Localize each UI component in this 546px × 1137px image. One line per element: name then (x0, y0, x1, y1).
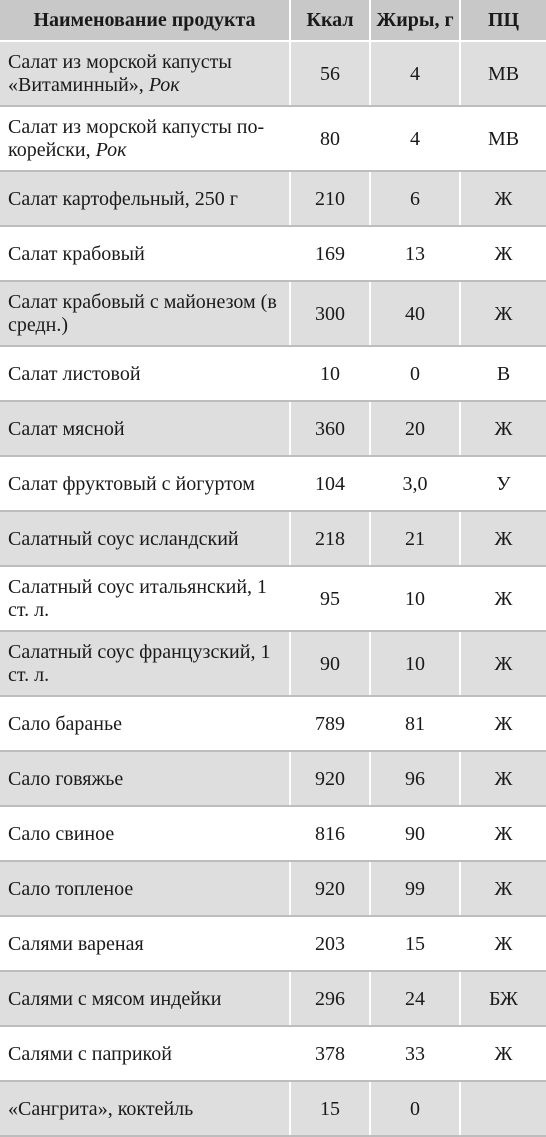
table-row (0, 171, 546, 226)
fat-cell: 21 (370, 511, 460, 566)
fat-cell: 6 (370, 171, 460, 226)
fat-cell: 96 (370, 751, 460, 806)
table-row (0, 41, 546, 106)
kcal-cell: 90 (290, 631, 370, 696)
fat-cell: 20 (370, 401, 460, 456)
table-row (0, 631, 546, 696)
product-name-cell: Салатный соус французский, 1 ст. л. (0, 631, 290, 696)
product-name-cell: Салями с мясом индейки (0, 971, 290, 1026)
product-name-cell: Салат крабовый с майонезом (в средн.) (0, 281, 290, 346)
pc-cell: В (460, 346, 546, 401)
table-row (0, 566, 546, 631)
pc-cell: Ж (460, 916, 546, 971)
fat-cell: 10 (370, 631, 460, 696)
fat-cell: 81 (370, 696, 460, 751)
table-row (0, 751, 546, 806)
kcal-cell: 816 (290, 806, 370, 861)
fat-cell: 3,0 (370, 456, 460, 511)
fat-cell: 13 (370, 226, 460, 281)
fat-cell: 4 (370, 106, 460, 171)
kcal-cell: 203 (290, 916, 370, 971)
fat-cell: 15 (370, 916, 460, 971)
product-name: Салат из морской капусты по-корейски, (8, 116, 265, 161)
pc-cell: МВ (460, 106, 546, 171)
table-row (0, 861, 546, 916)
table-row (0, 456, 546, 511)
header-fat: Жиры, г (370, 0, 460, 41)
kcal-cell: 300 (290, 281, 370, 346)
kcal-cell: 95 (290, 566, 370, 631)
kcal-cell: 378 (290, 1026, 370, 1081)
fat-cell: 33 (370, 1026, 460, 1081)
fat-cell: 40 (370, 281, 460, 346)
kcal-cell: 789 (290, 696, 370, 751)
product-name-cell: Сало баранье (0, 696, 290, 751)
kcal-cell: 10 (290, 346, 370, 401)
pc-cell: МВ (460, 41, 546, 106)
product-name-cell: Салат крабовый (0, 226, 290, 281)
table-row (0, 806, 546, 861)
pc-cell: Ж (460, 281, 546, 346)
table-row (0, 511, 546, 566)
kcal-cell: 56 (290, 41, 370, 106)
product-name-cell (0, 41, 290, 106)
table-row (0, 1026, 546, 1081)
pc-cell: Ж (460, 566, 546, 631)
pc-cell: Ж (460, 226, 546, 281)
kcal-cell: 169 (290, 226, 370, 281)
table-row (0, 1081, 546, 1136)
kcal-cell: 296 (290, 971, 370, 1026)
table-row (0, 346, 546, 401)
product-brand: Рок (148, 74, 180, 96)
product-name-cell: Салат картофельный, 250 г (0, 171, 290, 226)
product-name-cell: Салат листовой (0, 346, 290, 401)
pc-cell: Ж (460, 171, 546, 226)
product-name-cell (0, 106, 290, 171)
table-row (0, 401, 546, 456)
product-name-cell: Сало топленое (0, 861, 290, 916)
fat-cell: 0 (370, 1081, 460, 1136)
product-name-cell: Салями вареная (0, 916, 290, 971)
header-pc: ПЦ (460, 0, 546, 41)
fat-cell: 10 (370, 566, 460, 631)
product-name-cell: Салат мясной (0, 401, 290, 456)
kcal-cell: 218 (290, 511, 370, 566)
product-name-cell: Салатный соус исландский (0, 511, 290, 566)
fat-cell: 90 (370, 806, 460, 861)
pc-cell: Ж (460, 751, 546, 806)
table-row (0, 971, 546, 1026)
kcal-cell: 210 (290, 171, 370, 226)
kcal-cell: 360 (290, 401, 370, 456)
pc-cell: БЖ (460, 971, 546, 1026)
kcal-cell: 920 (290, 751, 370, 806)
pc-cell: Ж (460, 401, 546, 456)
product-name-cell: Сало свиное (0, 806, 290, 861)
product-brand: Рок (95, 139, 127, 161)
product-name-cell: Салатный соус итальянский, 1 ст. л. (0, 566, 290, 631)
pc-cell: Ж (460, 696, 546, 751)
table-row (0, 106, 546, 171)
pc-cell (460, 1081, 546, 1136)
header-product-name: Наименование продукта (0, 0, 290, 41)
product-name-cell: «Сангрита», коктейль (0, 1081, 290, 1136)
fat-cell: 4 (370, 41, 460, 106)
kcal-cell: 80 (290, 106, 370, 171)
kcal-cell: 15 (290, 1081, 370, 1136)
pc-cell: Ж (460, 806, 546, 861)
table-row (0, 226, 546, 281)
product-name-cell: Салат фруктовый с йогуртом (0, 456, 290, 511)
fat-cell: 99 (370, 861, 460, 916)
pc-cell: Ж (460, 861, 546, 916)
pc-cell: Ж (460, 511, 546, 566)
kcal-cell: 104 (290, 456, 370, 511)
pc-cell: Ж (460, 631, 546, 696)
pc-cell: Ж (460, 1026, 546, 1081)
kcal-cell: 920 (290, 861, 370, 916)
header-kcal: Ккал (290, 0, 370, 41)
table-row (0, 281, 546, 346)
product-name: Салат из морской капусты «Витаминный», (8, 51, 232, 96)
product-name-cell: Салями с паприкой (0, 1026, 290, 1081)
fat-cell: 24 (370, 971, 460, 1026)
product-name-cell: Сало говяжье (0, 751, 290, 806)
table-header-row (0, 0, 546, 41)
fat-cell: 0 (370, 346, 460, 401)
table-row (0, 696, 546, 751)
pc-cell: У (460, 456, 546, 511)
